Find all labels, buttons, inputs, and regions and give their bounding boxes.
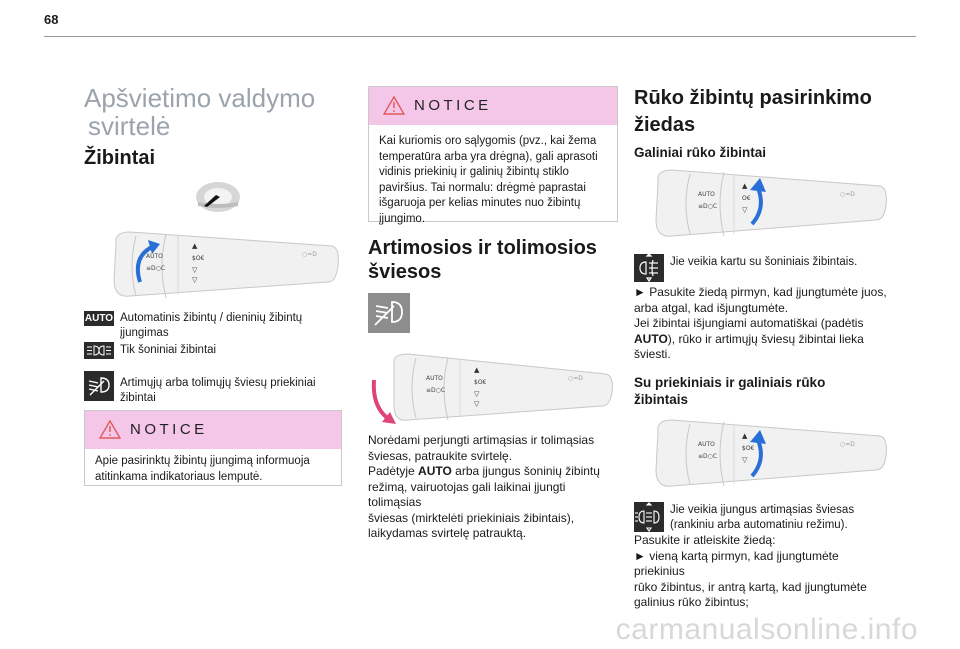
para-line: šviesti. xyxy=(634,347,671,361)
heading-line: Rūko žibintų pasirinkimo xyxy=(634,87,872,109)
para-line: Pasukite ir atleiskite žiedą: xyxy=(634,533,776,547)
svg-text:O€: O€ xyxy=(742,195,751,202)
legend-text: įjungimas xyxy=(120,327,169,339)
svg-text:$O€: $O€ xyxy=(474,379,487,386)
para-line: šviesas, patraukite svirtelę. xyxy=(368,448,513,463)
para-line: ► vieną kartą pirmyn, kad įjungtumėte priekinius xyxy=(634,548,839,578)
headlamp-beam-icon xyxy=(84,371,114,401)
heading-line: žibintais xyxy=(634,392,689,407)
title-line: svirtelė xyxy=(88,111,171,141)
text-run-bold: AUTO xyxy=(418,464,452,478)
legend-text: žibintai xyxy=(120,392,156,404)
page-number: 68 xyxy=(44,12,59,27)
subheading-rear-fog: Galiniai rūko žibintai xyxy=(634,145,767,160)
legend-text: Artimųjų arba tolimųjų šviesų priekiniai xyxy=(120,377,316,389)
rear-fog-desc: Jie veikia kartu su šoniniais žibintais. xyxy=(670,256,858,268)
notice-line: temperatūra arba yra drėgna), gali aprasoti xyxy=(379,150,598,163)
legend-beam xyxy=(120,376,316,406)
svg-text:≡D○C: ≡D○C xyxy=(146,265,166,272)
top-divider xyxy=(44,36,916,37)
svg-text:AUTO: AUTO xyxy=(698,191,715,198)
notice-box-indicator xyxy=(84,410,342,486)
warning-icon xyxy=(99,420,121,439)
title-line: Apšvietimo valdymo xyxy=(84,83,316,113)
svg-text:○=D: ○=D xyxy=(840,441,855,448)
text-run: ), rūko ir artimųjų šviesų žibintai lieka xyxy=(667,331,864,346)
notice-text xyxy=(369,125,617,235)
para-line: režimą, vairuotojas gali laikinai įjungti tolimąsias xyxy=(368,479,566,509)
notice-line: Apie pasirinktų žibintų įjungimą informuoja xyxy=(95,455,310,467)
auto-mode-icon xyxy=(84,311,114,326)
svg-text:○=D: ○=D xyxy=(840,191,855,198)
warning-icon xyxy=(383,96,405,115)
rear-fog-ring-illustration xyxy=(650,166,890,244)
headlamp-flash-icon xyxy=(368,293,410,333)
para-line: Jei žibintai išjungiami automatiškai (padėtis xyxy=(634,316,864,330)
svg-text:▽: ▽ xyxy=(474,390,480,398)
legend-auto xyxy=(120,311,302,341)
auto-icon-label: AUTO xyxy=(84,313,114,324)
legend-text: Automatinis žibintų / dieninių žibintų xyxy=(120,312,303,324)
beams-paragraph xyxy=(368,433,616,542)
front-rear-fog-paragraph xyxy=(634,533,890,611)
para-line: galinius rūko žibintus; xyxy=(634,595,749,609)
section-heading-fog xyxy=(634,86,890,137)
svg-text:≡D○C: ≡D○C xyxy=(698,453,718,460)
svg-text:○=D: ○=D xyxy=(302,251,317,258)
svg-text:AUTO: AUTO xyxy=(426,375,443,382)
notice-line: išgaruoja per kelias minutes nuo žibintų xyxy=(379,197,581,209)
svg-text:$O€: $O€ xyxy=(192,255,205,262)
notice-line: įjungimo. xyxy=(379,212,426,225)
svg-text:▽: ▽ xyxy=(192,276,198,284)
svg-text:▲: ▲ xyxy=(192,242,198,250)
para-line: Norėdami perjungti artimąsias ir tolimąsias xyxy=(368,433,595,447)
heading-line: Su priekiniais ir galiniais rūko xyxy=(634,375,826,390)
side-lights-icon xyxy=(84,342,114,359)
svg-text:AUTO: AUTO xyxy=(146,253,163,260)
svg-text:▽: ▽ xyxy=(742,456,748,464)
para-line xyxy=(368,464,616,480)
section-heading-beams xyxy=(368,236,616,284)
svg-text:$O€: $O€ xyxy=(742,445,755,452)
svg-text:▲: ▲ xyxy=(474,366,480,374)
desc-line: Jie veikia įjungus artimąsias šviesas xyxy=(670,504,855,516)
notice-line: paviršius. Tai normalu: drėgmė paprastai xyxy=(379,181,586,194)
footer xyxy=(0,613,960,649)
svg-text:○=D: ○=D xyxy=(568,375,583,382)
notice-line: atitinkama indikatoriaus lemputė. xyxy=(95,470,263,483)
desc-line: (rankiniu arba automatiniu režimu). xyxy=(670,519,848,531)
notice-line: vidinis priekinių ir galinių žibintų stiklo xyxy=(379,166,569,178)
beam-stalk-illustration xyxy=(368,350,616,430)
subheading-front-rear-fog xyxy=(634,374,890,408)
para-line: laikydamas svirtelę patrauktą. xyxy=(368,526,527,540)
notice-box-condensation xyxy=(368,86,618,225)
notice-header xyxy=(85,411,341,449)
front-rear-fog-desc xyxy=(670,503,854,533)
front-rear-fog-icon xyxy=(634,502,664,532)
para-line: ► Pasukite žiedą pirmyn, kad įjungtumėte juos, xyxy=(634,285,887,299)
text-run: arba įjungus šoninių žibintų xyxy=(451,464,600,478)
para-line: arba atgal, kad išjungtumėte. xyxy=(634,300,789,315)
heading-line: šviesos xyxy=(368,261,442,283)
watermark: carmanualsonline.info xyxy=(615,613,918,646)
rear-fog-paragraph xyxy=(634,285,890,363)
svg-text:≡D○C: ≡D○C xyxy=(426,387,446,394)
notice-line: Kai kuriomis oro sąlygomis (pvz., kai žema xyxy=(379,135,597,147)
svg-text:▽: ▽ xyxy=(742,206,748,214)
svg-text:▲: ▲ xyxy=(742,182,748,190)
rear-fog-icon xyxy=(634,254,664,282)
text-run-bold: AUTO xyxy=(634,331,668,346)
svg-text:AUTO: AUTO xyxy=(698,441,715,448)
svg-text:≡D○C: ≡D○C xyxy=(698,203,718,210)
text-run: Padėtyje xyxy=(368,464,419,478)
steering-wheel-icon xyxy=(194,180,242,223)
para-line: rūko žibintus, ir antrą kartą, kad įjungtumėte xyxy=(634,579,867,594)
light-stalk-illustration xyxy=(106,226,342,304)
notice-label: NOTICE xyxy=(414,97,492,114)
heading-line: Artimosios ir tolimosios xyxy=(368,237,597,259)
notice-header xyxy=(369,87,617,125)
para-line: šviesas (mirktelėti priekiniais žibintais), xyxy=(368,510,575,525)
svg-text:▲: ▲ xyxy=(742,432,748,440)
legend-side-lights: Tik šoniniai žibintai xyxy=(120,344,217,356)
notice-text xyxy=(85,449,341,493)
front-rear-fog-ring-illustration xyxy=(650,416,890,494)
heading-line: žiedas xyxy=(634,114,696,136)
svg-text:▽: ▽ xyxy=(192,266,198,274)
para-line xyxy=(634,332,890,348)
svg-text:▽: ▽ xyxy=(474,400,480,408)
section-heading-lights: Žibintai xyxy=(84,147,156,169)
page-title xyxy=(84,84,340,140)
notice-label: NOTICE xyxy=(130,421,208,438)
